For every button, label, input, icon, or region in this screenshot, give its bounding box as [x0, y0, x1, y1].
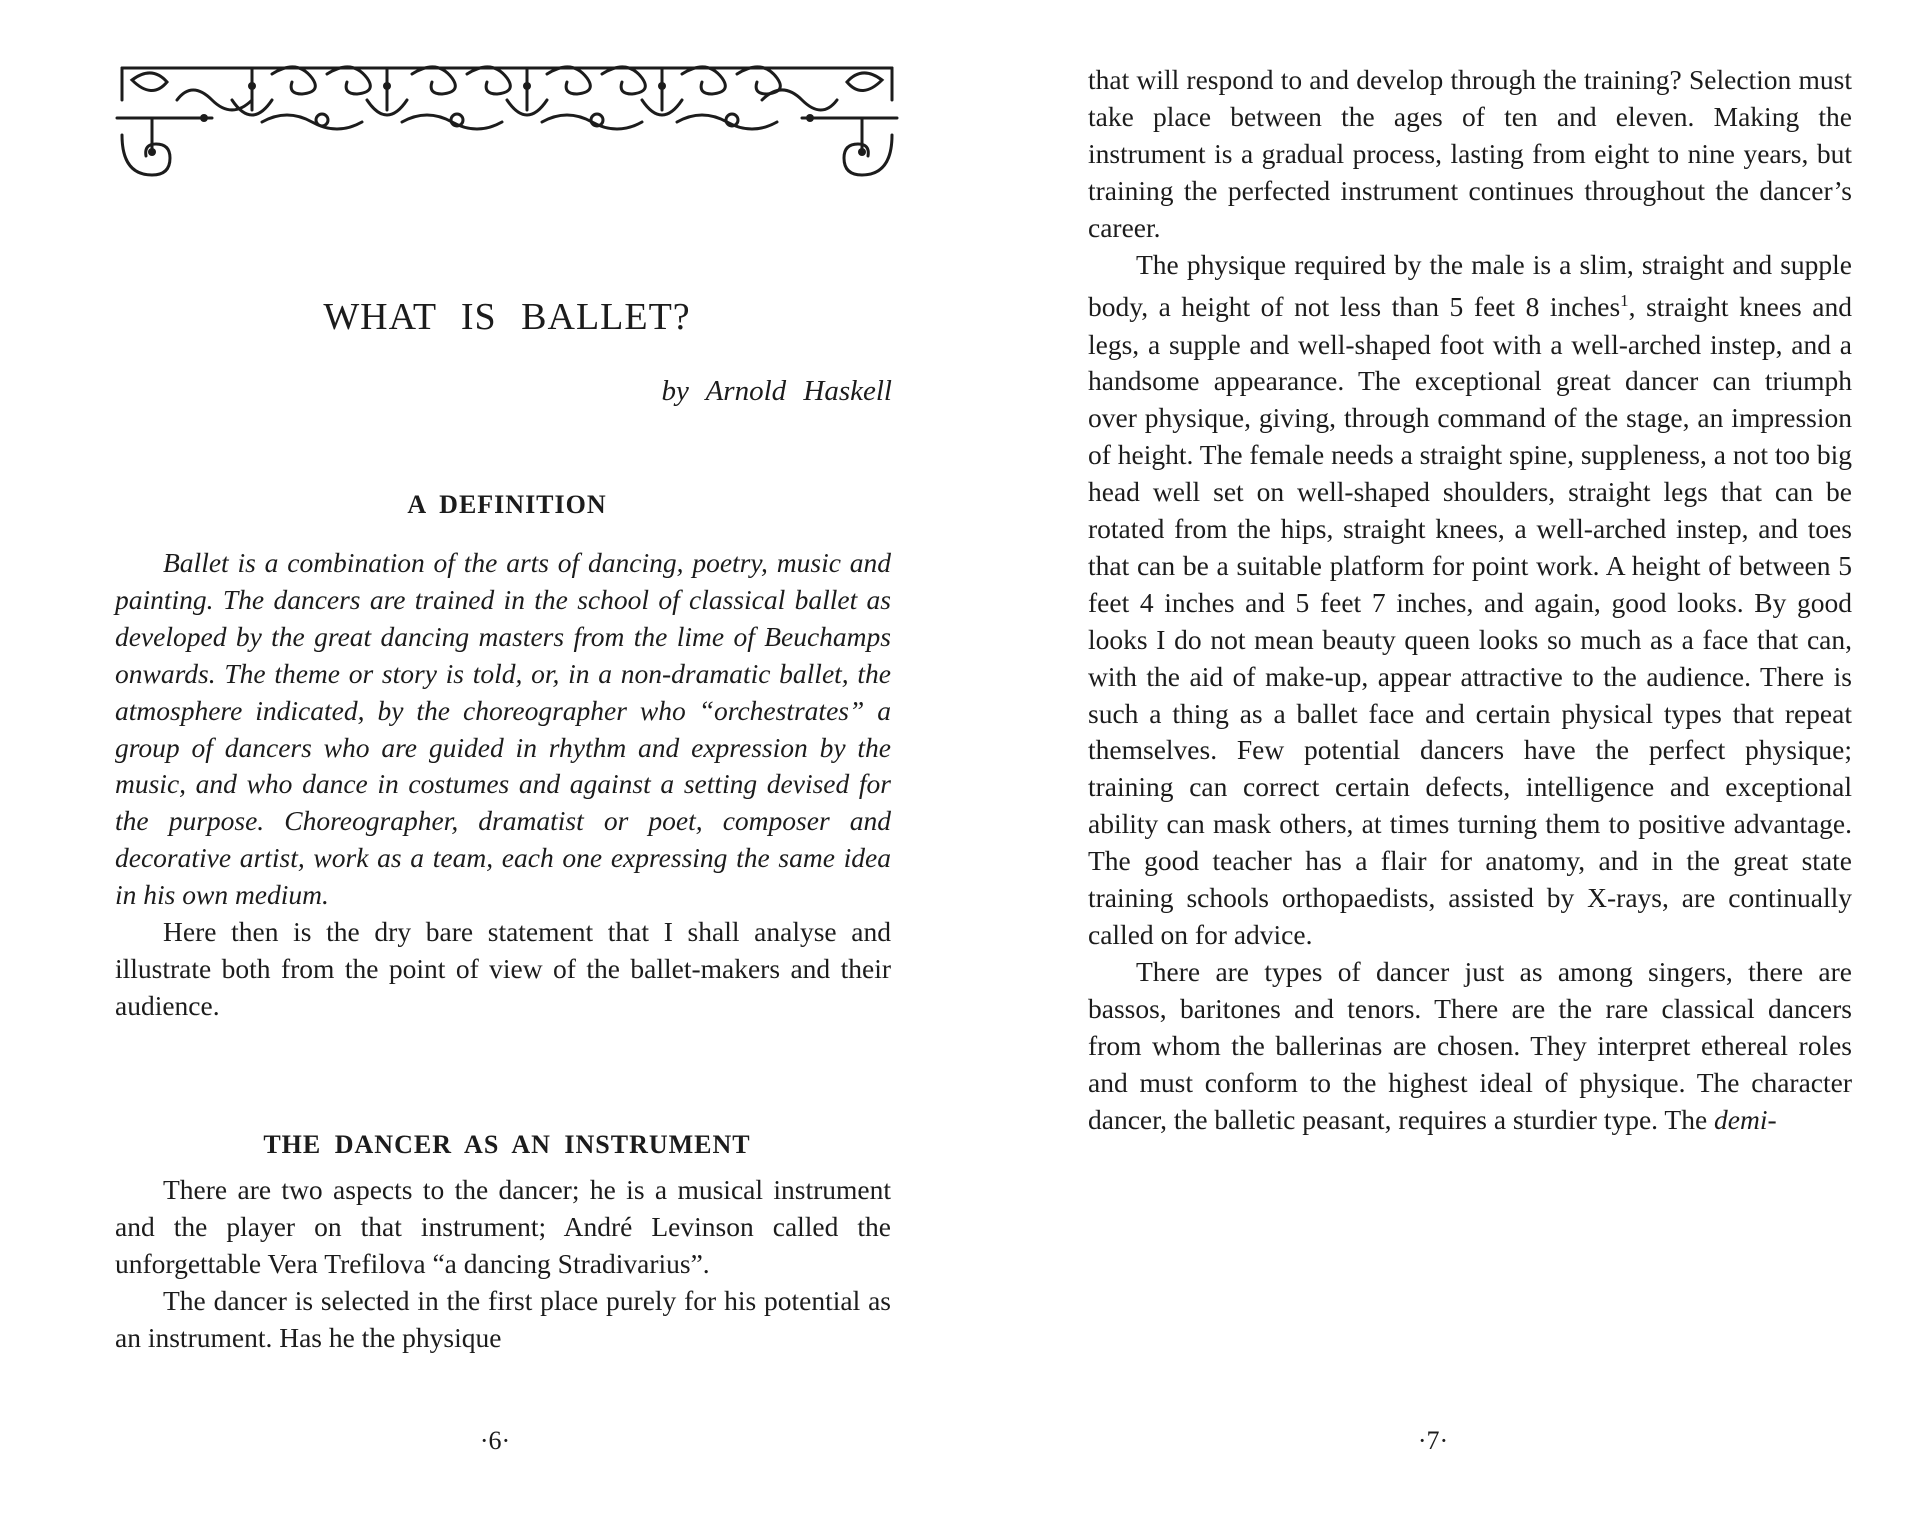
right-page-text — [1088, 62, 1852, 1138]
physique-text-rest: , straight knees and legs, a supple and well-shaped foot with a well-arched instep, and a handsome appearance. The exceptional great dancer can triumph over physique, giving, through command of the stage, an impression of height. The female needs a straight spine, suppleness, a not too big head well set on well-shaped shoulders, straight legs that can be rotated from the hips, straight knees, a well-arched instep, and toes that can be a suitable platform for point work. A height of between 5 feet 4 inches and 5 feet 7 inches, and again, good looks. By good looks I do not mean beauty queen looks so much as a face that can, with the aid of make-up, appear attractive to the audience. There is such a thing as a ballet face and certain physical types that repeat themselves. Few potential dancers have the perfect physique; training can correct certain defects, intelligence and exceptional ability can mask others, at times turning them to positive advantage. The good teacher has a flair for anatomy, and in the great state training schools orthopaedists, assisted by X-rays, are continually called on for advice. — [1088, 291, 1852, 950]
physique-text-start: The physique required by the male is a slim, straight and supple body, a height of not less than 5 feet 8 inches — [1088, 248, 1852, 323]
instrument-section — [115, 1172, 891, 1357]
definition-paragraph: Ballet is a combination of the arts of dancing, poetry, music and painting. The dancers are trained in the school of classical ballet as developed by the great dancing masters from the lime of Beuchamps onwards. The theme or story is told, or, in a non-dramatic ballet, the atmosphere indicated, by the choreographer who “orchestrates” a group of dancers who are guided in rhythm and expression by the music, and who dance in costumes and against a setting devised for the purpose. Choreographer, dramatist or poet, composer and decorative artist, work as a team, each one expressing the same idea in his own medium. — [115, 547, 891, 911]
article-title: WHAT IS BALLET? — [323, 296, 691, 338]
types-paragraph — [1088, 954, 1852, 1139]
instrument-paragraph-1: There are two aspects to the dancer; he is a musical instrument and the player on that instrument; André Levinson called the unforgettable Vera Trefilova “a dancing Stradivarius”. — [115, 1174, 891, 1279]
footnote-marker: 1 — [1620, 291, 1629, 311]
right-page — [966, 0, 1932, 1513]
instrument-paragraph-2: The dancer is selected in the first place purely for his potential as an instrument. Has he the physique — [115, 1284, 891, 1353]
author-byline: by Arnold Haskell — [661, 375, 892, 407]
page-number-left: ·6· — [479, 1426, 511, 1455]
decorative-border-ornament — [112, 60, 902, 180]
physique-paragraph — [1088, 247, 1852, 954]
page-number-right: ·7· — [1417, 1426, 1449, 1455]
section-heading-instrument: THE DANCER AS AN INSTRUMENT — [263, 1130, 751, 1159]
continuation-paragraph: that will respond to and develop through the training? Selection must take place between the ages of ten and eleven. Making the instrument is a gradual process, lasting from eight to nine years, but training the perfected instrument continues throughout the dancer’s career. — [1088, 64, 1852, 243]
section-heading-definition: A DEFINITION — [407, 490, 607, 519]
statement-paragraph: Here then is the dry bare statement that I shall analyse and illustrate both from the point of view of the ballet-makers and their audience. — [115, 916, 891, 1021]
definition-section — [115, 545, 891, 1025]
types-text-italic-end: demi- — [1714, 1103, 1777, 1135]
types-text: There are types of dancer just as among singers, there are bassos, baritones and tenors. There are the rare classical dancers from whom the ballerinas are chosen. They interpret ethereal roles and must conform to the highest ideal of physique. The character dancer, the balletic peasant, requires a sturdier type. The — [1088, 955, 1852, 1135]
